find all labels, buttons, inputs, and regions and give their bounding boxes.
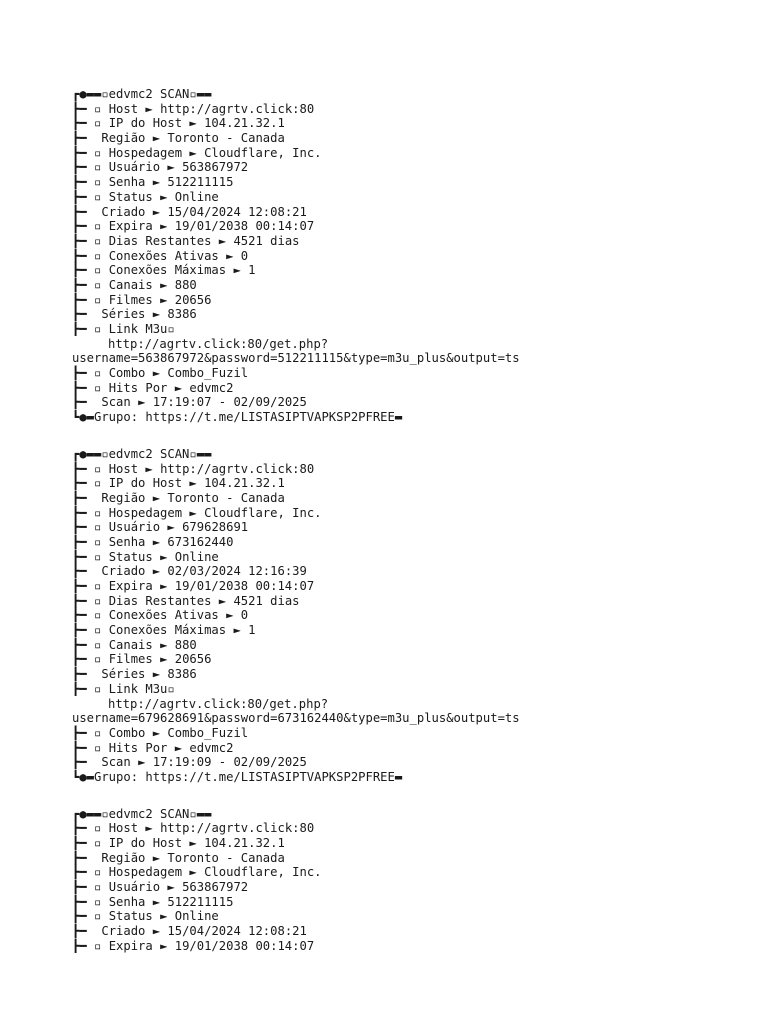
host-row: ┣━ ▫ Host ► http://agrtv.click:80: [72, 461, 315, 476]
m3u-url-part2[interactable]: username=679628691&password=673162440&type=m3u_plus&output=ts: [72, 711, 520, 726]
max-connections-row: ┣━ ▫ Conexões Máximas ► 1: [72, 623, 256, 638]
region-row: ┣━ Região ► Toronto - Canada: [72, 131, 285, 146]
hosting-row: ┣━ ▫ Hospedagem ► Cloudflare, Inc.: [72, 145, 322, 160]
password-row: ┣━ ▫ Senha ► 512211115: [72, 175, 234, 190]
scan-time-row: ┣━ Scan ► 17:19:09 - 02/09/2025: [72, 755, 307, 770]
status-row: ┣━ ▫ Status ► Online: [72, 909, 219, 924]
user-row: ┣━ ▫ Usuário ► 563867972: [72, 160, 249, 175]
host-row: ┣━ ▫ Host ► http://agrtv.click:80: [72, 821, 315, 836]
m3u-url-part2[interactable]: username=563867972&password=512211115&type=m3u_plus&output=ts: [72, 351, 520, 366]
region-row: ┣━ Região ► Toronto - Canada: [72, 490, 285, 505]
password-row: ┣━ ▫ Senha ► 512211115: [72, 894, 234, 909]
host-row: ┣━ ▫ Host ► http://agrtv.click:80: [72, 101, 315, 116]
status-row: ┣━ ▫ Status ► Online: [72, 189, 219, 204]
ip-row: ┣━ ▫ IP do Host ► 104.21.32.1: [72, 836, 285, 850]
hits-by-row: ┣━ ▫ Hits Por ► edvmc2: [72, 380, 234, 395]
channels-row: ┣━ ▫ Canais ► 880: [72, 637, 197, 652]
combo-row: ┣━ ▫ Combo ► Combo_Fuzil: [72, 725, 249, 740]
group-footer[interactable]: ┗●▬Grupo: https://t.me/LISTASIPTVAPKSP2PFREE▬: [72, 769, 403, 784]
m3u-url-part1[interactable]: http://agrtv.click:80/get.php?: [108, 696, 329, 711]
expires-row: ┣━ ▫ Expira ► 19/01/2038 00:14:07: [72, 579, 315, 593]
expires-row: ┣━ ▫ Expira ► 19/01/2038 00:14:07: [72, 219, 315, 234]
password-row: ┣━ ▫ Senha ► 673162440: [72, 534, 234, 549]
scan-block: [72, 807, 768, 954]
movies-row: ┣━ ▫ Filmes ► 20656: [72, 652, 212, 667]
user-row: ┣━ ▫ Usuário ► 563867972: [72, 880, 249, 895]
combo-row: ┣━ ▫ Combo ► Combo_Fuzil: [72, 366, 249, 381]
ip-row: ┣━ ▫ IP do Host ► 104.21.32.1: [72, 116, 285, 131]
created-row: ┣━ Criado ► 02/03/2024 12:16:39: [72, 564, 307, 579]
created-row: ┣━ Criado ► 15/04/2024 12:08:21: [72, 204, 307, 219]
hits-by-row: ┣━ ▫ Hits Por ► edvmc2: [72, 740, 234, 755]
user-row: ┣━ ▫ Usuário ► 679628691: [72, 520, 249, 535]
m3u-url-part1[interactable]: http://agrtv.click:80/get.php?: [108, 336, 329, 351]
status-row: ┣━ ▫ Status ► Online: [72, 549, 219, 564]
created-row: ┣━ Criado ► 15/04/2024 12:08:21: [72, 924, 307, 939]
days-left-row: ┣━ ▫ Dias Restantes ► 4521 dias: [72, 593, 300, 608]
m3u-label: ┣━ ▫ Link M3u▫: [72, 681, 175, 696]
scan-time-row: ┣━ Scan ► 17:19:07 - 02/09/2025: [72, 395, 307, 410]
region-row: ┣━ Região ► Toronto - Canada: [72, 850, 285, 865]
block-header: ┏●▬▬▫edvmc2 SCAN▫▬▬: [72, 806, 212, 821]
hosting-row: ┣━ ▫ Hospedagem ► Cloudflare, Inc.: [72, 865, 322, 880]
scan-block: [72, 87, 768, 425]
channels-row: ┣━ ▫ Canais ► 880: [72, 277, 197, 292]
series-row: ┣━ Séries ► 8386: [72, 667, 197, 682]
block-header: ┏●▬▬▫edvmc2 SCAN▫▬▬: [72, 87, 212, 101]
max-connections-row: ┣━ ▫ Conexões Máximas ► 1: [72, 263, 256, 278]
group-footer[interactable]: ┗●▬Grupo: https://t.me/LISTASIPTVAPKSP2PFREE▬: [72, 410, 403, 425]
series-row: ┣━ Séries ► 8386: [72, 307, 197, 322]
hosting-row: ┣━ ▫ Hospedagem ► Cloudflare, Inc.: [72, 505, 322, 520]
active-connections-row: ┣━ ▫ Conexões Ativas ► 0: [72, 248, 249, 263]
ip-row: ┣━ ▫ IP do Host ► 104.21.32.1: [72, 476, 285, 491]
active-connections-row: ┣━ ▫ Conexões Ativas ► 0: [72, 608, 249, 623]
block-header: ┏●▬▬▫edvmc2 SCAN▫▬▬: [72, 446, 212, 461]
m3u-label: ┣━ ▫ Link M3u▫: [72, 322, 175, 336]
expires-row: ┣━ ▫ Expira ► 19/01/2038 00:14:07: [72, 938, 315, 953]
movies-row: ┣━ ▫ Filmes ► 20656: [72, 292, 212, 307]
scan-block: [72, 447, 768, 785]
days-left-row: ┣━ ▫ Dias Restantes ► 4521 dias: [72, 233, 300, 248]
